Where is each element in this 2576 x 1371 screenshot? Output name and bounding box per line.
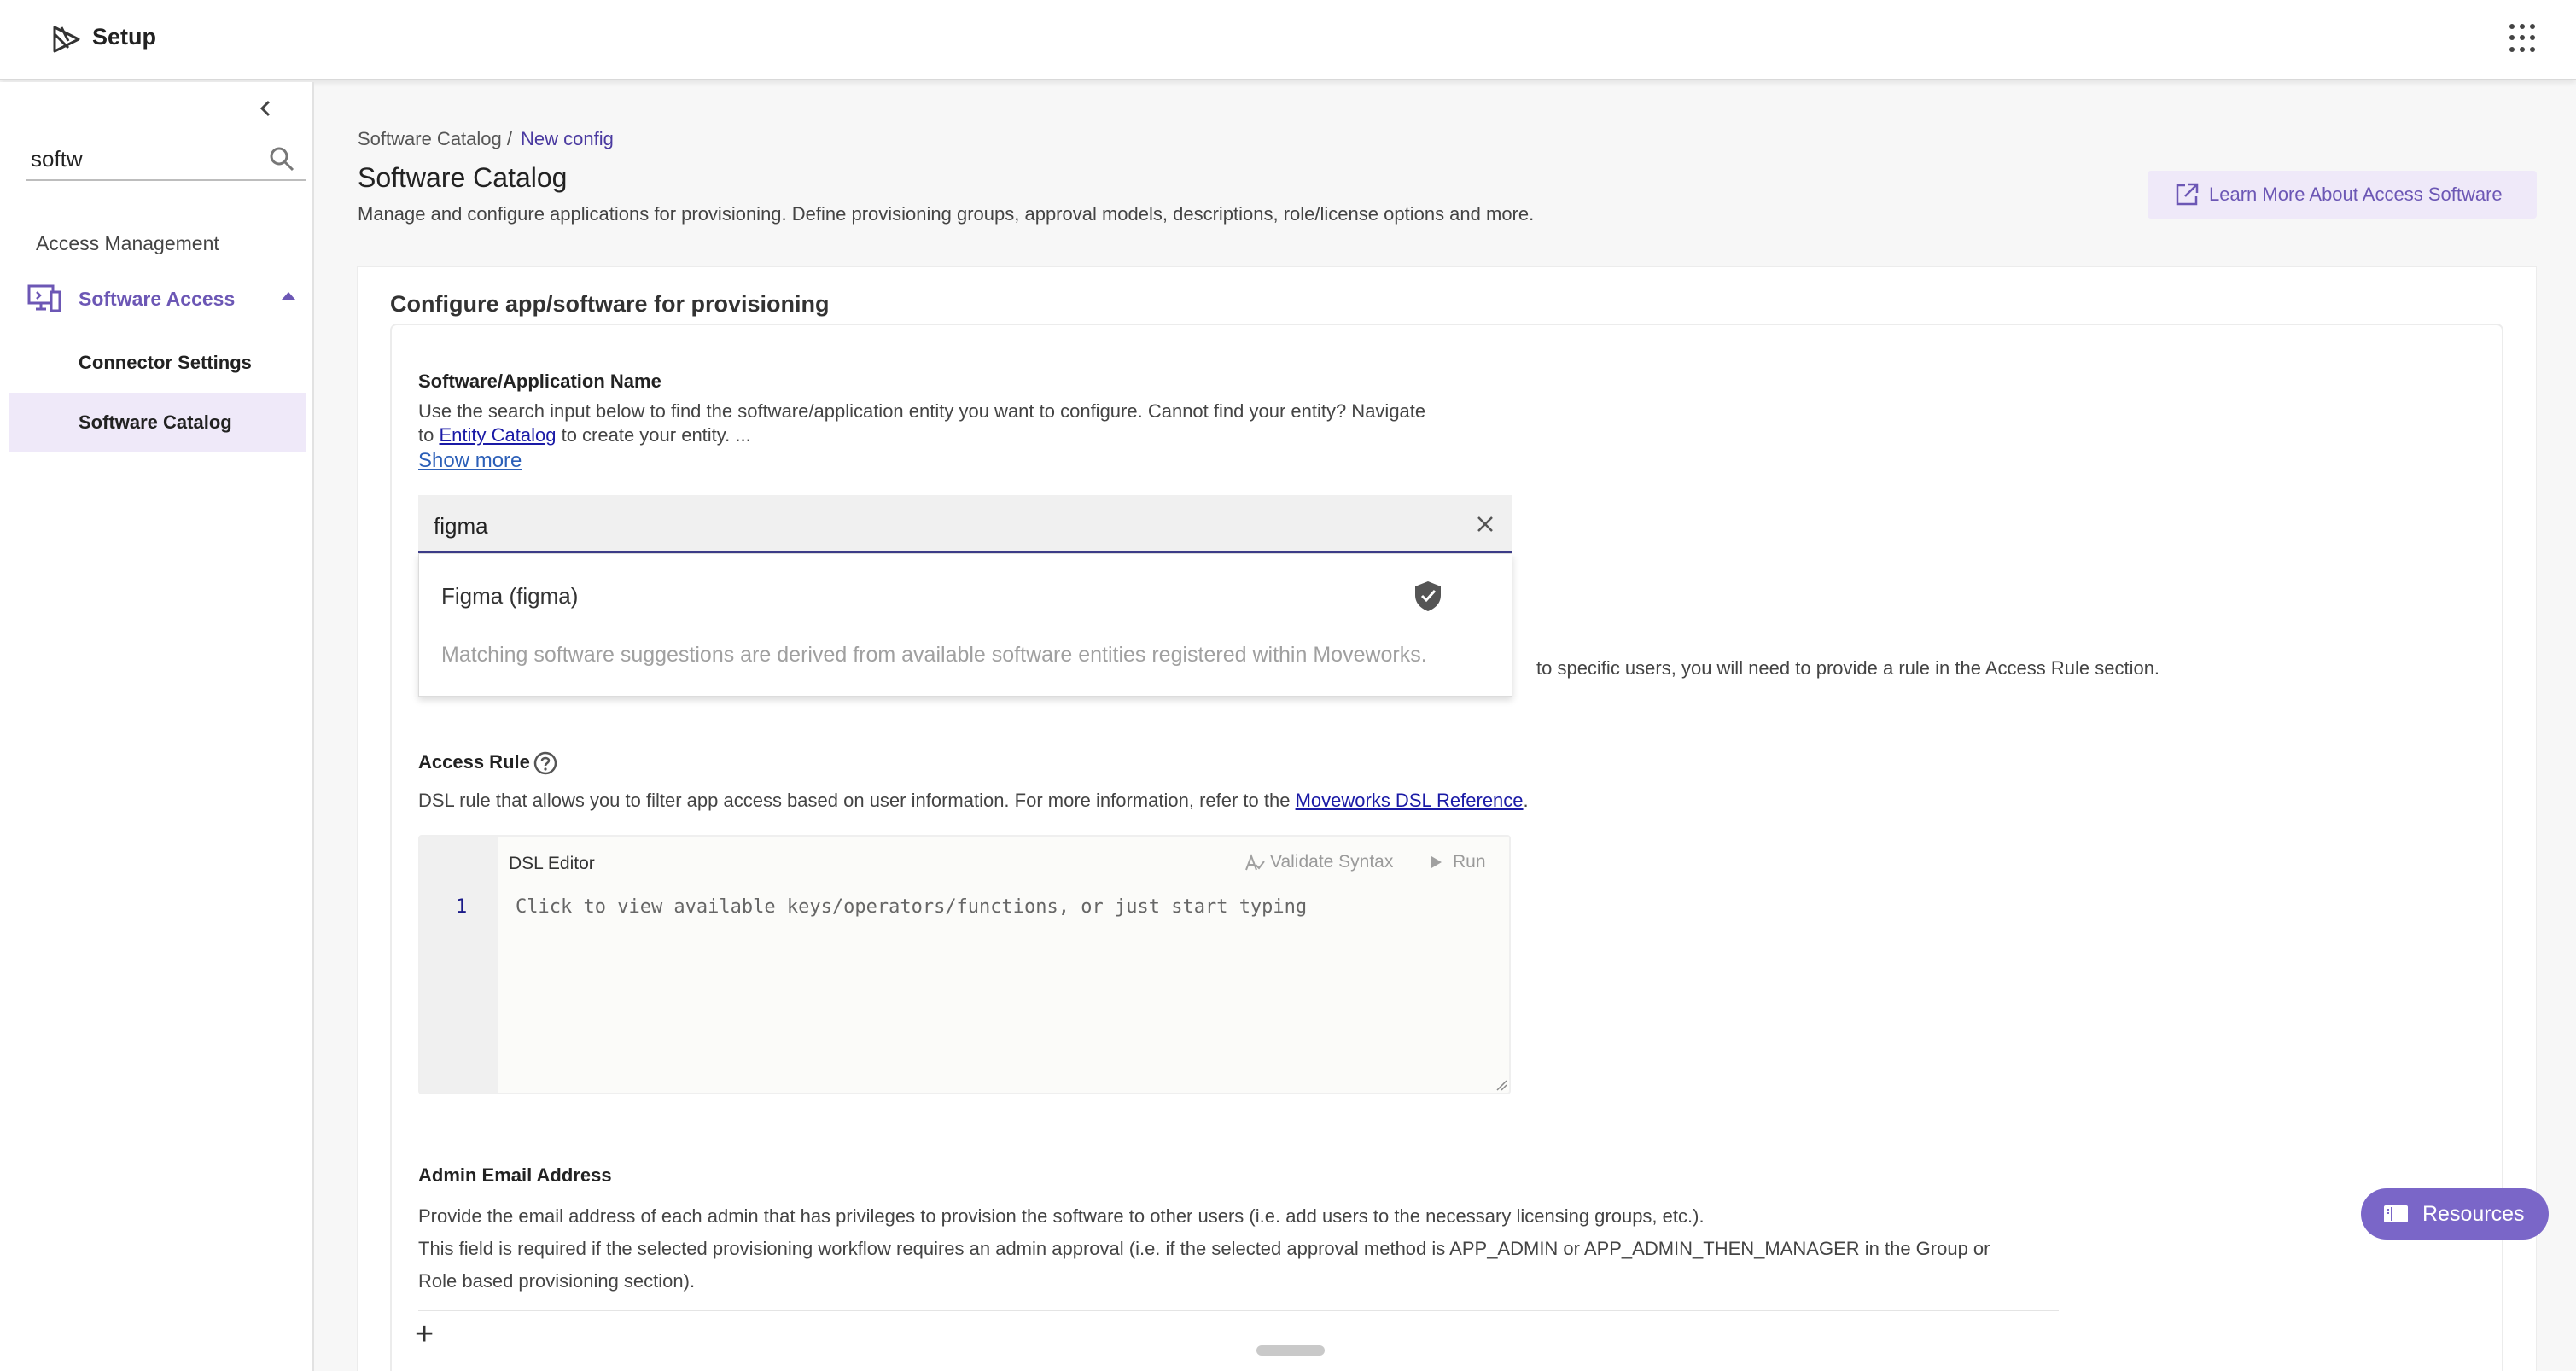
app-launcher-icon[interactable] (2509, 24, 2538, 53)
validate-icon (1244, 853, 1265, 872)
breadcrumb-current: New config (520, 128, 614, 149)
close-icon[interactable] (1473, 512, 1497, 536)
dsl-placeholder: Click to view available keys/operators/functions, or just start typing (516, 896, 1308, 918)
run-label: Run (1453, 852, 1486, 872)
sidebar-section-access-management: Access Management (36, 232, 219, 254)
software-search-field (418, 495, 1512, 553)
admin-email-help-line1: Provide the email address of each admin that has privileges to provision the software to other users (i.e. add users to the necessary licensing groups, etc.). (418, 1205, 1705, 1227)
resources-button[interactable] (2361, 1188, 2549, 1240)
admin-email-help-line2: This field is required if the selected provisioning workflow requires an admin approval (i.e. if the selected approval method is APP_ADMIN or APP_ADMIN_THEN_MANAGER in the Group or (418, 1238, 1990, 1259)
resources-label: Resources (2422, 1201, 2525, 1226)
access-rule-help-end: . (1523, 790, 1529, 811)
admin-email-help-line3: Role based provisioning section). (418, 1270, 696, 1292)
software-name-help-line1: Use the search input below to find the software/application entity you want to configure. Cannot find your entity? Navigate (418, 400, 1426, 422)
book-icon (2383, 1204, 2409, 1224)
suggestion-option-figma[interactable]: Figma (figma) (441, 583, 579, 609)
suggestions-hint: Matching software suggestions are derived from available software entities registered within Moveworks. (441, 643, 1427, 667)
learn-more-button[interactable] (2148, 171, 2537, 219)
access-rule-help-text: DSL rule that allows you to filter app access based on user information. For more information, refer to the (418, 790, 1291, 811)
admin-email-label: Admin Email Address (418, 1164, 612, 1186)
software-search-input[interactable] (434, 509, 1441, 543)
app-title: Setup (92, 24, 157, 50)
dsl-gutter (420, 837, 498, 1093)
search-icon[interactable] (268, 145, 295, 172)
add-admin-email-button[interactable]: + (415, 1316, 434, 1352)
entity-catalog-link[interactable]: Entity Catalog (439, 424, 557, 446)
card-title: Configure app/software for provisioning (390, 291, 830, 317)
chevron-left-icon[interactable] (253, 96, 278, 121)
monitor-icon (27, 283, 61, 314)
top-bar (0, 0, 2576, 80)
caret-up-icon (282, 292, 295, 300)
learn-more-label: Learn More About Access Software (2209, 184, 2503, 205)
help-rest-text: to create your entity. ... (561, 424, 751, 446)
external-link-icon (2173, 181, 2200, 208)
validate-syntax-label: Validate Syntax (1270, 852, 1394, 872)
resize-handle-icon[interactable] (1495, 1079, 1507, 1091)
sidebar-item-software-catalog[interactable]: Software Catalog (9, 393, 306, 452)
help-to-text: to (418, 424, 434, 446)
dsl-reference-link[interactable]: Moveworks DSL Reference (1295, 790, 1524, 811)
setup-logo-icon[interactable] (50, 22, 84, 56)
scroll-handle[interactable] (1256, 1345, 1325, 1356)
breadcrumb (358, 128, 614, 150)
help-circle-icon[interactable] (533, 750, 558, 776)
page-description: Manage and configure applications for provisioning. Define provisioning groups, approval models, descriptions, role/license options and more. (358, 203, 1535, 225)
validate-syntax-button[interactable] (1244, 852, 1393, 872)
dsl-editor[interactable] (418, 835, 1511, 1094)
sidebar-group-software-access[interactable] (27, 280, 306, 318)
sidebar-group-label: Software Access (79, 287, 236, 310)
dsl-line-number: 1 (456, 896, 468, 918)
page-title: Software Catalog (358, 162, 568, 193)
dsl-editor-title: DSL Editor (509, 854, 595, 873)
software-name-label: Software/Application Name (418, 370, 661, 392)
access-rule-help (418, 789, 1529, 813)
access-rule-label: Access Rule (418, 751, 530, 773)
sidebar (0, 82, 314, 1371)
play-icon (1429, 854, 1444, 871)
admin-email-help (418, 1200, 2091, 1298)
main-content (316, 82, 2576, 1371)
sidebar-search (26, 138, 306, 181)
divider (418, 1310, 2059, 1311)
verified-shield-icon (1413, 580, 1443, 612)
software-name-help (418, 400, 1528, 447)
provisioning-help-partial: to specific users, you will need to provide a rule in the Access Rule section. (1536, 657, 2160, 679)
run-button[interactable] (1429, 852, 1486, 872)
software-suggestions-dropdown (418, 553, 1512, 697)
breadcrumb-parent[interactable]: Software Catalog / (358, 128, 512, 149)
software-name-help-line2 (418, 423, 1528, 447)
show-more-link[interactable]: Show more (418, 449, 522, 472)
sidebar-search-input[interactable] (31, 142, 253, 176)
sidebar-item-connector-settings[interactable]: Connector Settings (79, 352, 252, 373)
